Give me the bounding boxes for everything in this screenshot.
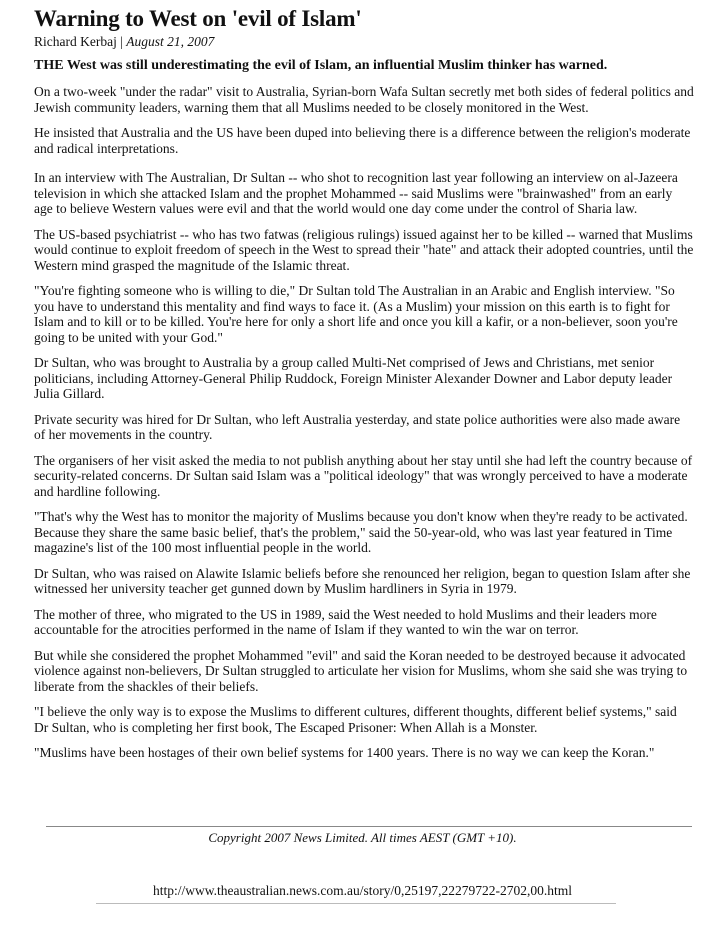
source-url[interactable]: http://www.theaustralian.news.com.au/story/0,25197,22279722-2702,00.html [152, 883, 573, 898]
author: Richard Kerbaj [34, 34, 117, 49]
paragraph: Dr Sultan, who was raised on Alawite Islamic beliefs before she renounced her religion, began to question Islam after she witnessed her university teacher get gunned down by Muslim hardliners in Syria in 1979. [34, 565, 691, 596]
url-underline [96, 903, 616, 904]
paragraph: "That's why the West has to monitor the majority of Muslims because you don't know when they're ready to be activated. Because they share the same basic belief, that's the problem," said the 50-year-old, who was last year featured in Time magazine's list of the 100 most influential people in the world. [34, 509, 688, 555]
footer-divider [46, 826, 692, 827]
publish-date: August 21, 2007 [126, 34, 215, 49]
article [34, 6, 694, 761]
paragraph: In an interview with The Australian, Dr Sultan -- who shot to recognition last year following an interview on al-Jazeera television in which she attacked Islam and the prophet Mohammed -- said Muslims were "brainwashed" from an early age to believe Western values were evil and that the world would one day come under the control of Sharia law. [34, 170, 678, 216]
paragraph: The US-based psychiatrist -- who has two fatwas (religious rulings) issued against her to be killed -- warned that Muslims would continue to exploit freedom of speech in the West to spread their "hate" and attack their adopted countries, until the Western mind grasped the magnitude of the Islamic threat. [34, 226, 694, 273]
paragraph: "You're fighting someone who is willing to die," Dr Sultan told The Australian in an Arabic and English interview. "So you have to understand this mentality and find ways to face it. (As a Muslim) your mission on this earth is to fight for Islam and to kill or to be killed. You're here for only a short life and once you kill a kafir, or a non-believer, soon you're going to be united with your God." [34, 283, 678, 345]
byline [34, 34, 694, 50]
copyright-notice: Copyright 2007 News Limited. All times AEST (GMT +10). [208, 830, 517, 845]
paragraph: But while she considered the prophet Mohammed "evil" and said the Koran needed to be destroyed because it advocated violence against non-believers, Dr Sultan struggled to articulate her vision for Muslims, whom she said she was trying to liberate from the shackles of their beliefs. [34, 647, 688, 694]
paragraph: Private security was hired for Dr Sultan, who left Australia yesterday, and state police authorities were also made aware of her movements in the country. [34, 411, 681, 442]
paragraph: "I believe the only way is to expose the Muslims to different cultures, different thoughts, different belief systems," said Dr Sultan, who is completing her first book, The Escaped Prisoner: When Allah is a Monster. [34, 704, 677, 735]
paragraph: "Muslims have been hostages of their own belief systems for 1400 years. There is no way we can keep the Koran." [34, 745, 655, 760]
headline: Warning to West on 'evil of Islam' [34, 6, 362, 31]
paragraph: Dr Sultan, who was brought to Australia by a group called Multi-Net comprised of Jews and Christians, met senior politicians, including Attorney-General Philip Ruddock, Foreign Minister Alexander Downer and Labor deputy leader Julia Gillard. [34, 355, 673, 401]
paragraph: The organisers of her visit asked the media to not publish anything about her stay until she had left the country because of security-related concerns. Dr Sultan said Islam was a "political ideology" that was wrongly perceived to have a moderate and hardline following. [34, 452, 693, 499]
lede: THE West was still underestimating the evil of Islam, an influential Muslim thinker has warned. [34, 58, 608, 73]
paragraph: He insisted that Australia and the US have been duped into believing there is a difference between the religion's moderate and radical interpretations. [34, 125, 691, 156]
paragraph: The mother of three, who migrated to the US in 1989, said the West needed to hold Muslims and their leaders more accountable for the atrocities performed in the name of Islam if they wanted to win the war on terror. [34, 606, 657, 637]
paragraph: On a two-week "under the radar" visit to Australia, Syrian-born Wafa Sultan secretly met both sides of federal politics and Jewish community leaders, warning them that all Muslims needed to be closely monitored in the West. [34, 84, 694, 115]
article-body [34, 84, 694, 761]
byline-separator: | [116, 34, 127, 49]
